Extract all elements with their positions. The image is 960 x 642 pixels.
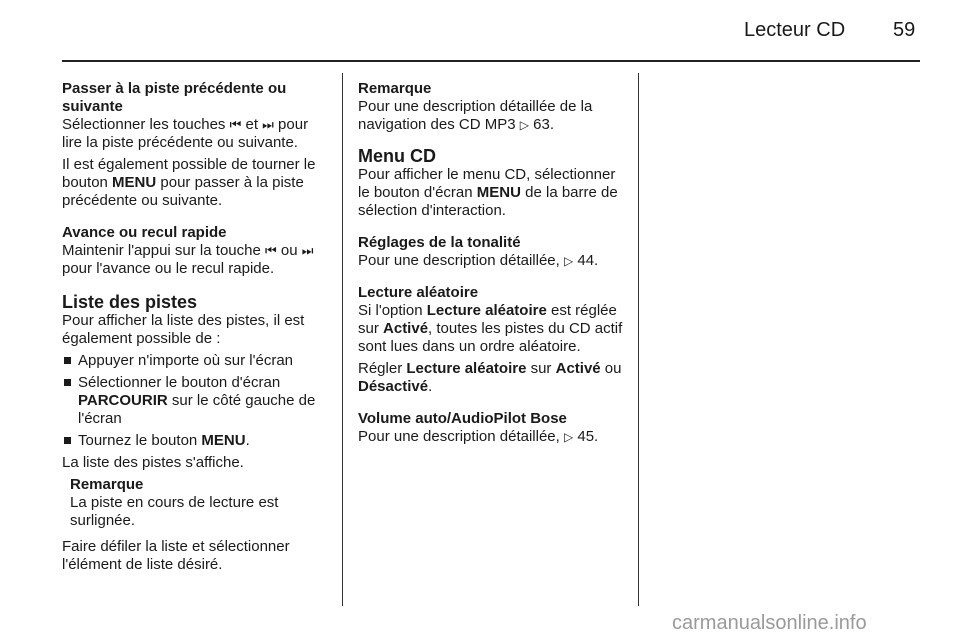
text: de la barre de sélection d'interaction. bbox=[358, 184, 618, 219]
text: pour l'avance ou le recul rapide. bbox=[62, 260, 275, 277]
page-title: Lecteur CD bbox=[744, 19, 846, 41]
note-text bbox=[358, 98, 626, 134]
text: sur bbox=[526, 360, 556, 377]
column-1 bbox=[62, 80, 330, 578]
text: . bbox=[428, 378, 433, 395]
mp3-note bbox=[358, 80, 626, 134]
section-volume bbox=[358, 410, 626, 446]
column-2 bbox=[358, 80, 626, 460]
section-menu-cd bbox=[358, 146, 626, 220]
shuffle-paragraph-2 bbox=[358, 360, 626, 396]
next-track-icon: ⏭ bbox=[262, 117, 272, 132]
watermark: carmanualsonline.info bbox=[672, 612, 867, 634]
previous-track-icon: ⏮ bbox=[229, 117, 240, 132]
text: est réglée sur bbox=[358, 302, 617, 337]
text: pour passer à la piste précédente ou suivante. bbox=[62, 174, 304, 209]
text: Maintenir l'appui sur la touche bbox=[62, 242, 265, 259]
page-reference-icon: ▷ bbox=[519, 118, 529, 132]
shuffle-paragraph-1 bbox=[358, 302, 626, 356]
on-keyword: Activé bbox=[555, 360, 601, 377]
fast-forward-paragraph bbox=[62, 242, 330, 278]
tone-paragraph bbox=[358, 252, 626, 270]
page-reference-icon: ▷ bbox=[563, 254, 574, 268]
section-prev-next bbox=[62, 80, 330, 210]
bullet-icon bbox=[64, 357, 71, 364]
text: ou bbox=[600, 360, 622, 377]
text: Pour afficher le menu CD, sélectionner le bouton d'écran bbox=[358, 166, 616, 201]
column-divider-left bbox=[342, 73, 343, 606]
track-list-after: La liste des pistes s'affiche. bbox=[62, 454, 244, 471]
text: Sélectionner les touches bbox=[62, 116, 230, 133]
volume-paragraph bbox=[358, 428, 626, 446]
page-reference[interactable]: 45. bbox=[577, 428, 599, 445]
menu-keyword: MENU bbox=[476, 184, 521, 201]
section-shuffle bbox=[358, 284, 626, 396]
previous-track-icon: ⏮ bbox=[264, 243, 275, 258]
text: Il est également possible de tourner le bouton bbox=[62, 156, 316, 191]
text: Appuyer n'importe où sur l'écran bbox=[78, 352, 294, 369]
page-reference[interactable]: 44. bbox=[577, 252, 599, 269]
menu-keyword: MENU bbox=[201, 432, 246, 449]
text: , toutes les pistes du CD actif sont lues dans un ordre aléatoire. bbox=[358, 320, 623, 355]
track-list-final: Faire défiler la liste et sélectionner l'élément de liste désiré. bbox=[62, 538, 290, 573]
prev-next-paragraph-2 bbox=[62, 156, 330, 210]
volume-heading: Volume auto/AudioPilot Bose bbox=[358, 410, 567, 427]
text: Pour une description détaillée, bbox=[358, 252, 564, 269]
list-item bbox=[62, 352, 330, 370]
text: Tournez le bouton bbox=[78, 432, 202, 449]
shuffle-heading: Lecture aléatoire bbox=[358, 284, 479, 301]
track-list-options bbox=[62, 352, 330, 450]
section-tone bbox=[358, 234, 626, 270]
text: pour lire la piste précédente ou suivante. bbox=[62, 116, 309, 151]
text: Pour une description détaillée de la navigation des CD MP3 bbox=[358, 98, 593, 133]
page-reference[interactable]: 63. bbox=[533, 116, 555, 133]
section-track-list bbox=[62, 292, 330, 574]
tone-heading: Réglages de la tonalité bbox=[358, 234, 521, 251]
bullet-icon bbox=[64, 437, 71, 444]
text: Régler bbox=[358, 360, 407, 377]
fast-forward-heading: Avance ou recul rapide bbox=[62, 224, 227, 241]
next-track-icon: ⏭ bbox=[301, 243, 312, 258]
on-keyword: Activé bbox=[383, 320, 429, 337]
page-reference-icon: ▷ bbox=[563, 430, 574, 444]
text: et bbox=[241, 116, 263, 133]
bullet-icon bbox=[64, 379, 71, 386]
section-fast-forward bbox=[62, 224, 330, 278]
text: sur le côté gauche de l'écran bbox=[78, 392, 316, 427]
note-text: La piste en cours de lecture est surlignée. bbox=[70, 494, 279, 529]
menu-cd-heading: Menu CD bbox=[358, 146, 436, 166]
track-list-heading: Liste des pistes bbox=[62, 292, 198, 312]
shuffle-keyword: Lecture aléatoire bbox=[426, 302, 547, 319]
text: ou bbox=[276, 242, 302, 259]
track-list-intro: Pour afficher la liste des pistes, il est également possible de : bbox=[62, 312, 305, 347]
text: Si l'option bbox=[358, 302, 427, 319]
column-divider-right bbox=[638, 73, 639, 606]
page-number: 59 bbox=[893, 19, 916, 41]
text: Sélectionner le bouton d'écran bbox=[78, 374, 281, 391]
header-divider bbox=[62, 60, 920, 62]
off-keyword: Désactivé bbox=[358, 378, 429, 395]
list-item bbox=[62, 432, 330, 450]
track-list-note bbox=[62, 476, 330, 530]
shuffle-keyword: Lecture aléatoire bbox=[406, 360, 527, 377]
menu-keyword: MENU bbox=[112, 174, 157, 191]
text: . bbox=[245, 432, 250, 449]
text: Pour une description détaillée, bbox=[358, 428, 564, 445]
note-title: Remarque bbox=[70, 476, 144, 493]
prev-next-paragraph-1 bbox=[62, 116, 330, 152]
menu-cd-paragraph bbox=[358, 166, 626, 220]
note-title: Remarque bbox=[358, 80, 432, 97]
prev-next-heading: Passer à la piste précédente ou suivante bbox=[62, 80, 287, 115]
list-item bbox=[62, 374, 330, 428]
browse-keyword: PARCOURIR bbox=[78, 392, 168, 409]
